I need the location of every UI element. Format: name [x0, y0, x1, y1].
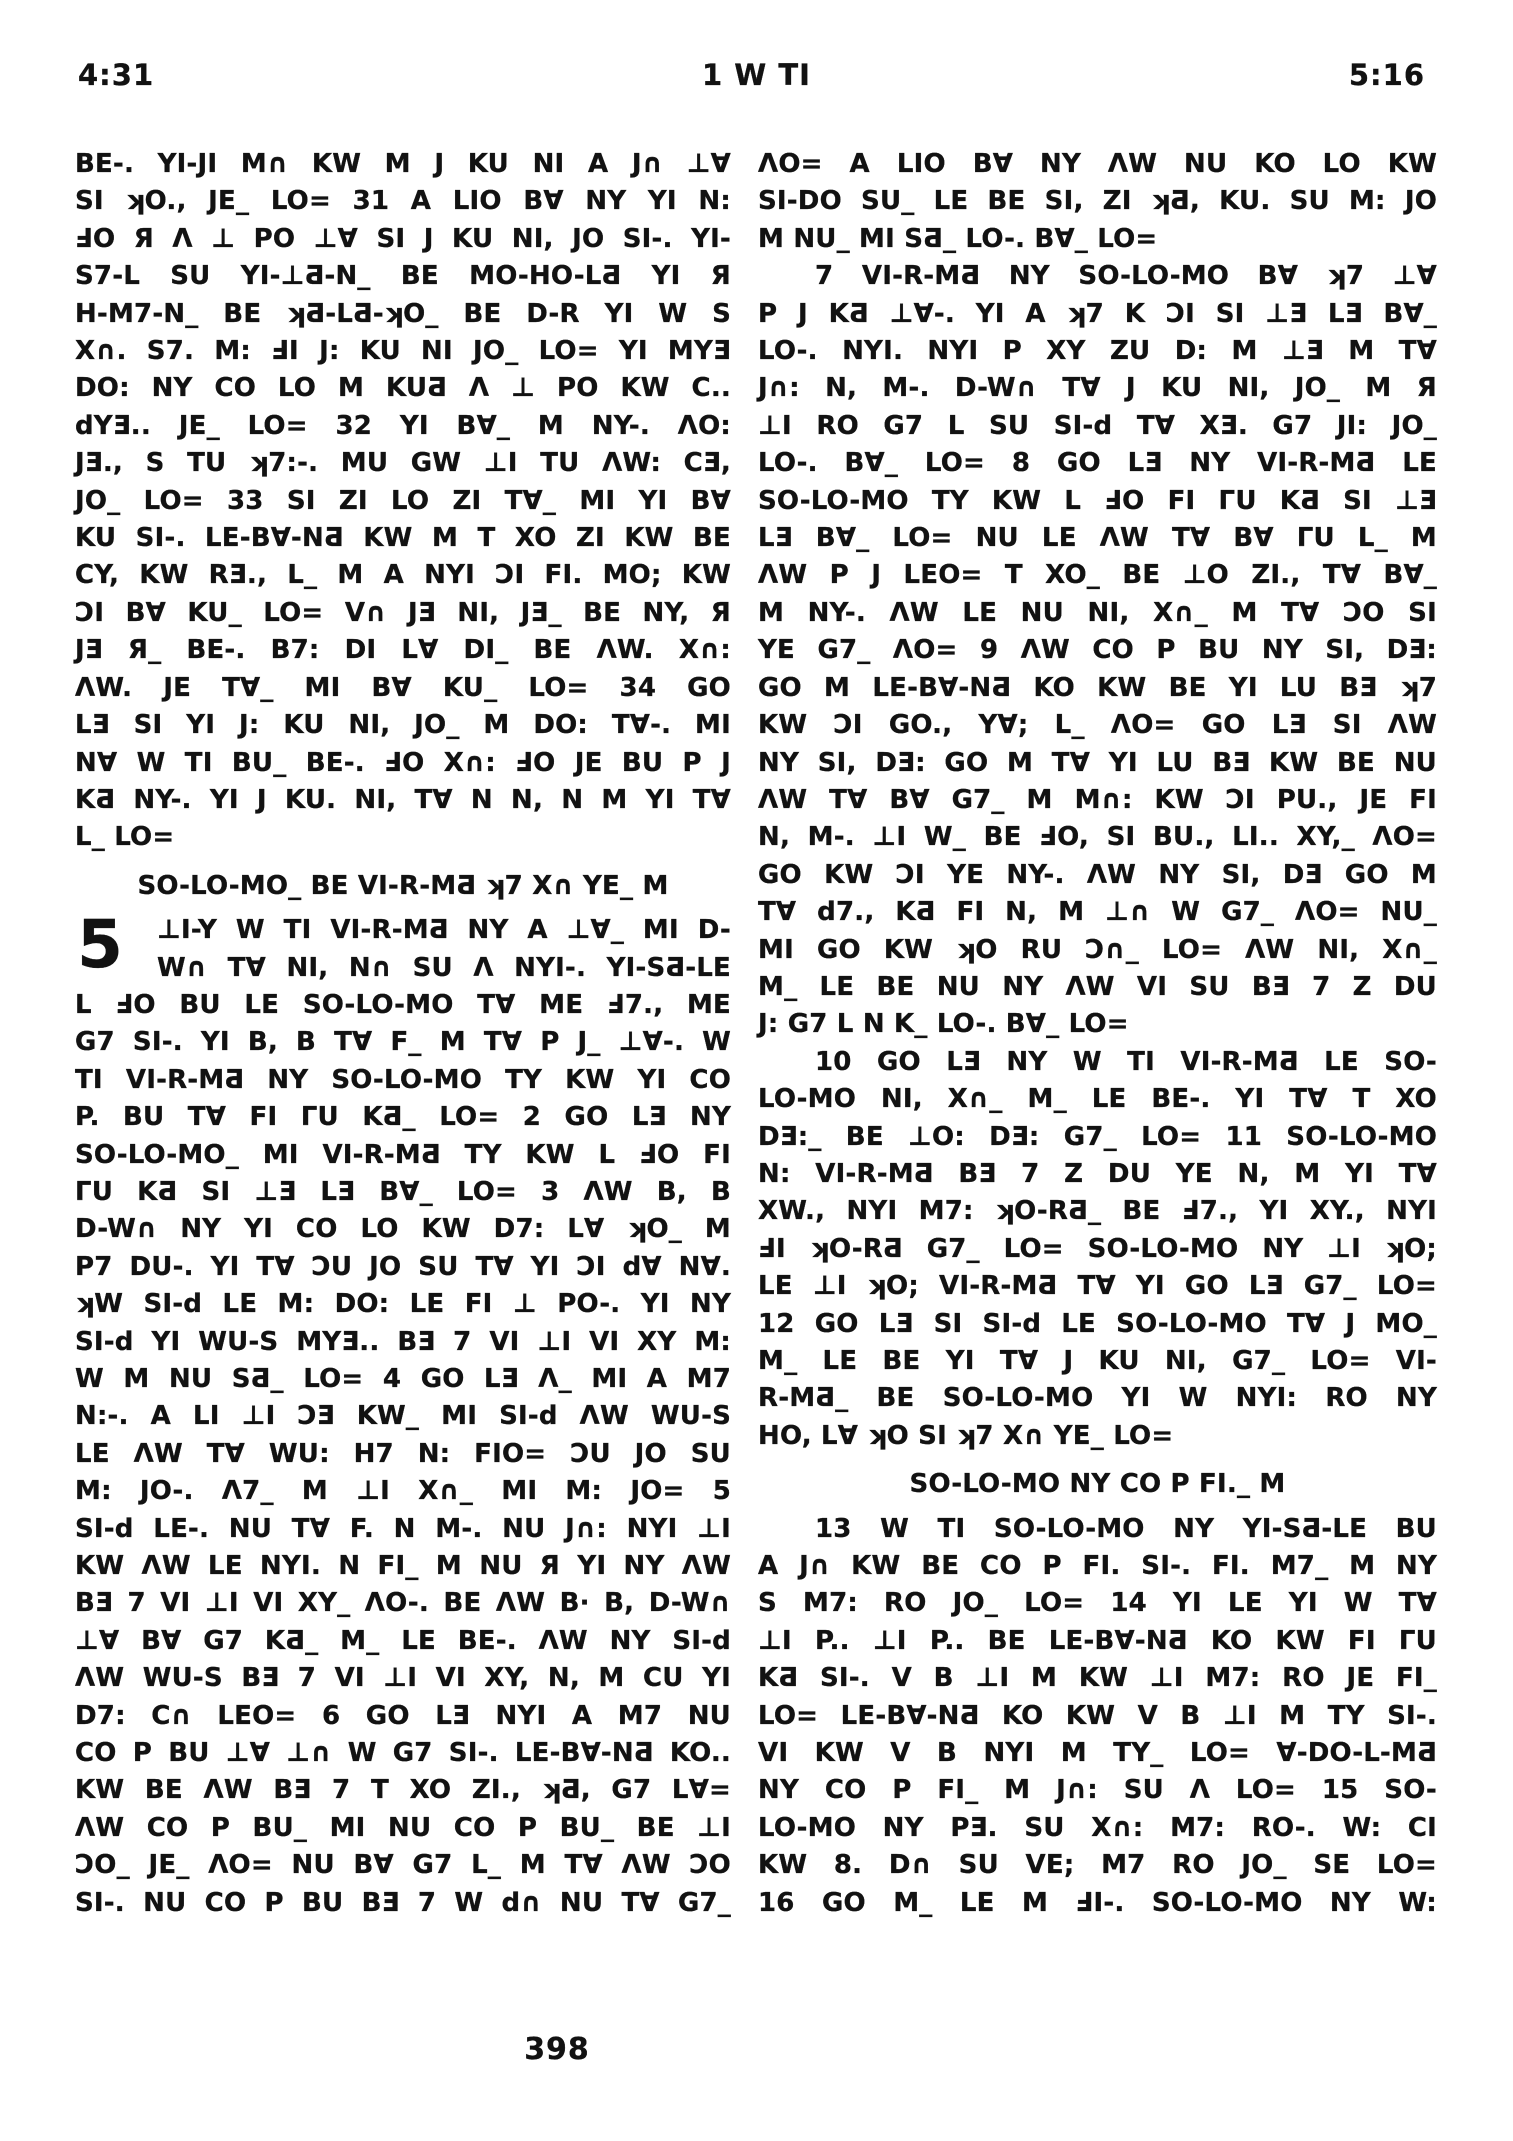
body-line: ⊥I RO G7 L SU SI-d T∀ XƎ. G7 JI: JO_ [758, 410, 1437, 441]
body-line: D7: C∩ LEO= 6 GO LƎ NYI A M7 NU [75, 1700, 731, 1731]
body-line: LO-. NYI. NYI P XY ZU D: M ⊥Ǝ M T∀ [758, 336, 1437, 367]
body-line: BƎ 7 VI ⊥I VI XY_ ΛO-. BE ΛW B· B, D-W∩ [75, 1588, 731, 1619]
body-line: M: JO-. Λ7_ M ⊥I X∩_ MI M: JO= 5 [75, 1476, 731, 1507]
body-line: ʞW SI-d LE M: DO: LE FI ⊥ PO-. YI NY [75, 1289, 731, 1320]
body-line: LƎ SI YI J: KU NI, JO_ M DO: T∀-. MI [75, 710, 731, 741]
body-line: KW ΛW LE NYI. N FI_ M NU Я YI NY ΛW [75, 1551, 731, 1582]
section-heading: SO-LO-MO_ BE VI-R-MƋ ʞ7 X∩ YE_ M [137, 870, 669, 901]
body-line: 5 ⊥I-Y W TI VI-R-MƋ NY A ⊥∀_ MI D- [77, 906, 731, 984]
body-line: N: VI-R-MƋ BƎ 7 Z DU YE N, M YI T∀ [758, 1158, 1437, 1189]
body-line: P7 DU-. YI T∀ ƆU JO SU T∀ YI ƆI d∀ N∀. [75, 1251, 731, 1282]
body-line: KƋ SI-. V B ⊥I M KW ⊥I M7: RO JE FI_ [758, 1663, 1437, 1694]
body-line: SI-d YI WU-S MYƎ.. BƎ 7 VI ⊥I VI XY M: [75, 1326, 731, 1357]
body-line: SI-DO SU_ LE BE SI, ZI ʞƋ, KU. SU M: JO [758, 186, 1437, 217]
body-line: N∀ W TI BU_ BE-. ℲO X∩: ℲO JE BU P J [75, 747, 731, 778]
body-line: 12 GO LƎ SI SI-d LE SO-LO-MO T∀ J MO_ [758, 1308, 1437, 1339]
body-line: LE ⊥I ʞO; VI-R-MƋ T∀ YI GO LƎ G7_ LO= [758, 1271, 1437, 1302]
body-line: KW ƆI GO., Y∀; L_ ΛO= GO LƎ SI ΛW [758, 710, 1437, 741]
body-line: M_ LE BE YI T∀ J KU NI, G7_ LO= VI- [758, 1346, 1437, 1376]
chapter-number-dropcap: 5 [77, 906, 123, 984]
body-line: JƎ Я_ BE-. B7: DI L∀ DI_ BE ΛW. X∩: [75, 635, 731, 666]
body-line: 13 W TI SO-LO-MO NY YI-SƋ-LE BU [815, 1513, 1437, 1544]
body-line: dYƎ.. JE_ LO= 32 YI B∀_ M NY-. ΛO: [75, 410, 731, 441]
body-line: R-MƋ_ BE SO-LO-MO YI W NYI: RO NY [758, 1383, 1437, 1414]
body-line: LO= LE-B∀-NƋ KO KW V B ⊥I M TY SI-. [758, 1700, 1437, 1731]
body-line: J: G7 L N K_ LO-. B∀_ LO= [758, 1009, 1129, 1040]
body-line: G7 SI-. YI B, B T∀ F_ M T∀ P J_ ⊥∀-. W [75, 1027, 731, 1058]
body-line: S7-L SU YI-⊥Ƌ-N_ BE MO-HO-LƋ YI Я [75, 261, 731, 292]
body-line: ⊥I P.. ⊥I P.. BE LE-B∀-NƋ KO KW FI ΓU [758, 1625, 1437, 1656]
body-line: GO KW ƆI YE NY-. ΛW NY SI, DƎ GO M [758, 859, 1437, 890]
body-line: P J KƋ ⊥∀-. YI A ʞ7 K ƆI SI ⊥Ǝ LƎ B∀_ [758, 298, 1437, 329]
body-line: YE G7_ ΛO= 9 ΛW CO P BU NY SI, DƎ: [758, 635, 1437, 666]
body-line: M NU_ MI SƋ_ LO-. B∀_ LO= [758, 223, 1158, 254]
body-line: KU SI-. LE-B∀-NƋ KW M T XO ZI KW BE [75, 523, 731, 554]
body-line: JO_ LO= 33 SI ZI LO ZI T∀_ MI YI B∀ [75, 485, 731, 516]
body-line: 10 GO LƎ NY W TI VI-R-MƋ LE SO- [815, 1046, 1437, 1077]
body-line: DO: NY CO LO M KUƋ Λ ⊥ PO KW C.. [75, 373, 731, 404]
body-line: W M NU SƋ_ LO= 4 GO LƎ Λ_ MI A M7 [75, 1364, 731, 1394]
body-line: ⊥∀ B∀ G7 KƋ_ M_ LE BE-. ΛW NY SI-d [75, 1625, 731, 1656]
body-line: SI ʞO., JE_ LO= 31 A LIO B∀ NY YI N: [75, 186, 731, 217]
body-line: ƆI B∀ KU_ LO= V∩ JƎ NI, JƎ_ BE NY, Я [75, 597, 731, 628]
body-line: M_ LE BE NU NY ΛW VI SU BƎ 7 Z DU [758, 971, 1437, 1002]
body-line: ΛW WU-S BƎ 7 VI ⊥I VI XY, N, M CU YI [75, 1663, 731, 1694]
body-line: 7 VI-R-MƋ NY SO-LO-MO B∀ ʞ7 ⊥∀ [815, 261, 1437, 292]
body-line: M NY-. ΛW LE NU NI, X∩_ M T∀ ƆO SI [758, 597, 1437, 628]
body-line: LO-MO NI, X∩_ M_ LE BE-. YI T∀ T XO [758, 1084, 1437, 1115]
body-line: VI KW V B NYI M TY_ LO= ∀-DO-L-MƋ [758, 1738, 1437, 1769]
body-line: KW BE ΛW BƎ 7 T XO ZI., ʞƋ, G7 L∀= [75, 1775, 731, 1806]
body-line: W∩ T∀ NI, N∩ SU Λ NYI-. YI-SƋ-LE [157, 952, 731, 983]
body-line: KƋ NY-. YI J KU. NI, T∀ N N, N M YI T∀ [75, 784, 731, 815]
body-line: ΓU KƋ SI ⊥Ǝ LƎ B∀_ LO= 3 ΛW B, B [75, 1176, 731, 1207]
body-line: DƎ:_ BE ⊥O: DƎ: G7_ LO= 11 SO-LO-MO [758, 1121, 1437, 1152]
body-line: SO-LO-MO TY KW L ℲO FI ΓU KƋ SI ⊥Ǝ [758, 485, 1437, 516]
body-line: ΛW. JE T∀_ MI B∀ KU_ LO= 34 GO [75, 672, 731, 703]
body-line: H-M7-N_ BE ʞƋ-LƋ-ʞO_ BE D-R YI W S [75, 298, 731, 329]
page-number: 398 [524, 2032, 590, 2067]
header-book-title: 1 W TI [702, 58, 811, 92]
body-line: ℲO Я Λ ⊥ PO ⊥∀ SI J KU NI, JO SI-. YI- [75, 223, 731, 254]
body-line: NY CO P FI_ M J∩: SU Λ LO= 15 SO- [758, 1775, 1437, 1806]
body-line: MI GO KW ʞO RU Ɔ∩_ LO= ΛW NI, X∩_ [758, 934, 1437, 965]
body-line: ΛW P J LEO= T XO_ BE ⊥O ZI., T∀ B∀_ [758, 560, 1437, 591]
body-line: D-W∩ NY YI CO LO KW D7: L∀ ʞO_ M [75, 1214, 731, 1245]
body-line: SI-d LE-. NU T∀ F. N M-. NU J∩: NYI ⊥I [75, 1513, 731, 1544]
body-line: SO-LO-MO_ MI VI-R-MƋ TY KW L ℲO FI [75, 1139, 731, 1170]
body-line: LO-. B∀_ LO= 8 GO LƎ NY VI-R-MƋ LE [758, 448, 1437, 479]
text-column-right [758, 146, 1437, 1922]
header-verse-ref-left: 4:31 [78, 58, 155, 92]
body-line: CY, KW RƎ., L_ M A NYI ƆI FI. MO; KW [75, 560, 731, 591]
body-line: ΛO= A LIO B∀ NY ΛW NU KO LO KW [758, 149, 1437, 179]
body-line: BE-. YI-JI M∩ KW M J KU NI A J∩ ⊥∀ [75, 149, 731, 179]
body-line: N:-. A LI ⊥I ƆƎ KW_ MI SI-d ΛW WU-S [75, 1401, 731, 1432]
body-line: L_ LO= [75, 822, 175, 853]
body-line: P. BU T∀ FI ΓU KƋ_ LO= 2 GO LƎ NY [75, 1102, 731, 1133]
body-line: ΛW CO P BU_ MI NU CO P BU_ BE ⊥I [75, 1812, 731, 1843]
body-line: ℲI ʞO-RƋ G7_ LO= SO-LO-MO NY ⊥I ʞO; [758, 1233, 1437, 1264]
body-line: LƎ B∀_ LO= NU LE ΛW T∀ B∀ ΓU L_ M [758, 523, 1437, 554]
header-verse-ref-right: 5:16 [1348, 58, 1425, 92]
body-line: KW 8. D∩ SU VE; M7 RO JO_ SE LO= [758, 1850, 1437, 1881]
body-line: JƎ., S TU ʞ7:-. MU GW ⊥I TU ΛW: CƎ, [75, 448, 731, 479]
body-line: S M7: RO JO_ LO= 14 YI LE YI W T∀ [758, 1588, 1437, 1619]
text-column-left [75, 146, 731, 1922]
section-heading: SO-LO-MO NY CO P FI._ M [909, 1469, 1286, 1500]
body-line: HO, L∀ ʞO SI ʞ7 X∩ YE_ LO= [758, 1420, 1174, 1451]
body-line: A J∩ KW BE CO P FI. SI-. FI. M7_ M NY [758, 1551, 1437, 1582]
body-line: X∩. S7. M: ℲI J: KU NI JO_ LO= YI MYƎ [75, 336, 731, 367]
body-line: ΛW T∀ B∀ G7_ M M∩: KW ƆI PU., JE FI [758, 784, 1437, 815]
body-line: L ℲO BU LE SO-LO-MO T∀ ME Ⅎ7., ME [75, 989, 731, 1020]
body-line: N, M-. ⊥I W_ BE ℲO, SI BU., LI.. XY,_ ΛO= [758, 822, 1437, 853]
body-line: TI VI-R-MƋ NY SO-LO-MO TY KW YI CO [75, 1064, 731, 1095]
body-line: LO-MO NY PƎ. SU X∩: M7: RO-. W: CI [758, 1812, 1437, 1843]
body-line: J∩: N, M-. D-W∩ T∀ J KU NI, JO_ M Я [758, 373, 1437, 404]
body-line: SI-. NU CO P BU BƎ 7 W d∩ NU T∀ G7_ [75, 1887, 731, 1918]
body-line: ƆO_ JE_ ΛO= NU B∀ G7 L_ M T∀ ΛW ƆO [75, 1850, 731, 1881]
body-line: CO P BU ⊥∀ ⊥∩ W G7 SI-. LE-B∀-NƋ KO.. [75, 1738, 731, 1769]
body-line: 16 GO M_ LE M ℲI-. SO-LO-MO NY W: [758, 1887, 1437, 1918]
body-line: T∀ d7., KƋ FI N, M ⊥∩ W G7_ ΛO= NU_ [758, 897, 1437, 928]
body-line: NY SI, DƎ: GO M T∀ YI LU BƎ KW BE NU [758, 747, 1437, 778]
body-line: GO M LE-B∀-NƋ KO KW BE YI LU BƎ ʞ7 [758, 672, 1437, 703]
body-line: XW., NYI M7: ʞO-RƋ_ BE Ⅎ7., YI XY., NYI [758, 1196, 1437, 1227]
body-line: LE ΛW T∀ WU: H7 N: FIO= ƆU JO SU [75, 1438, 731, 1469]
